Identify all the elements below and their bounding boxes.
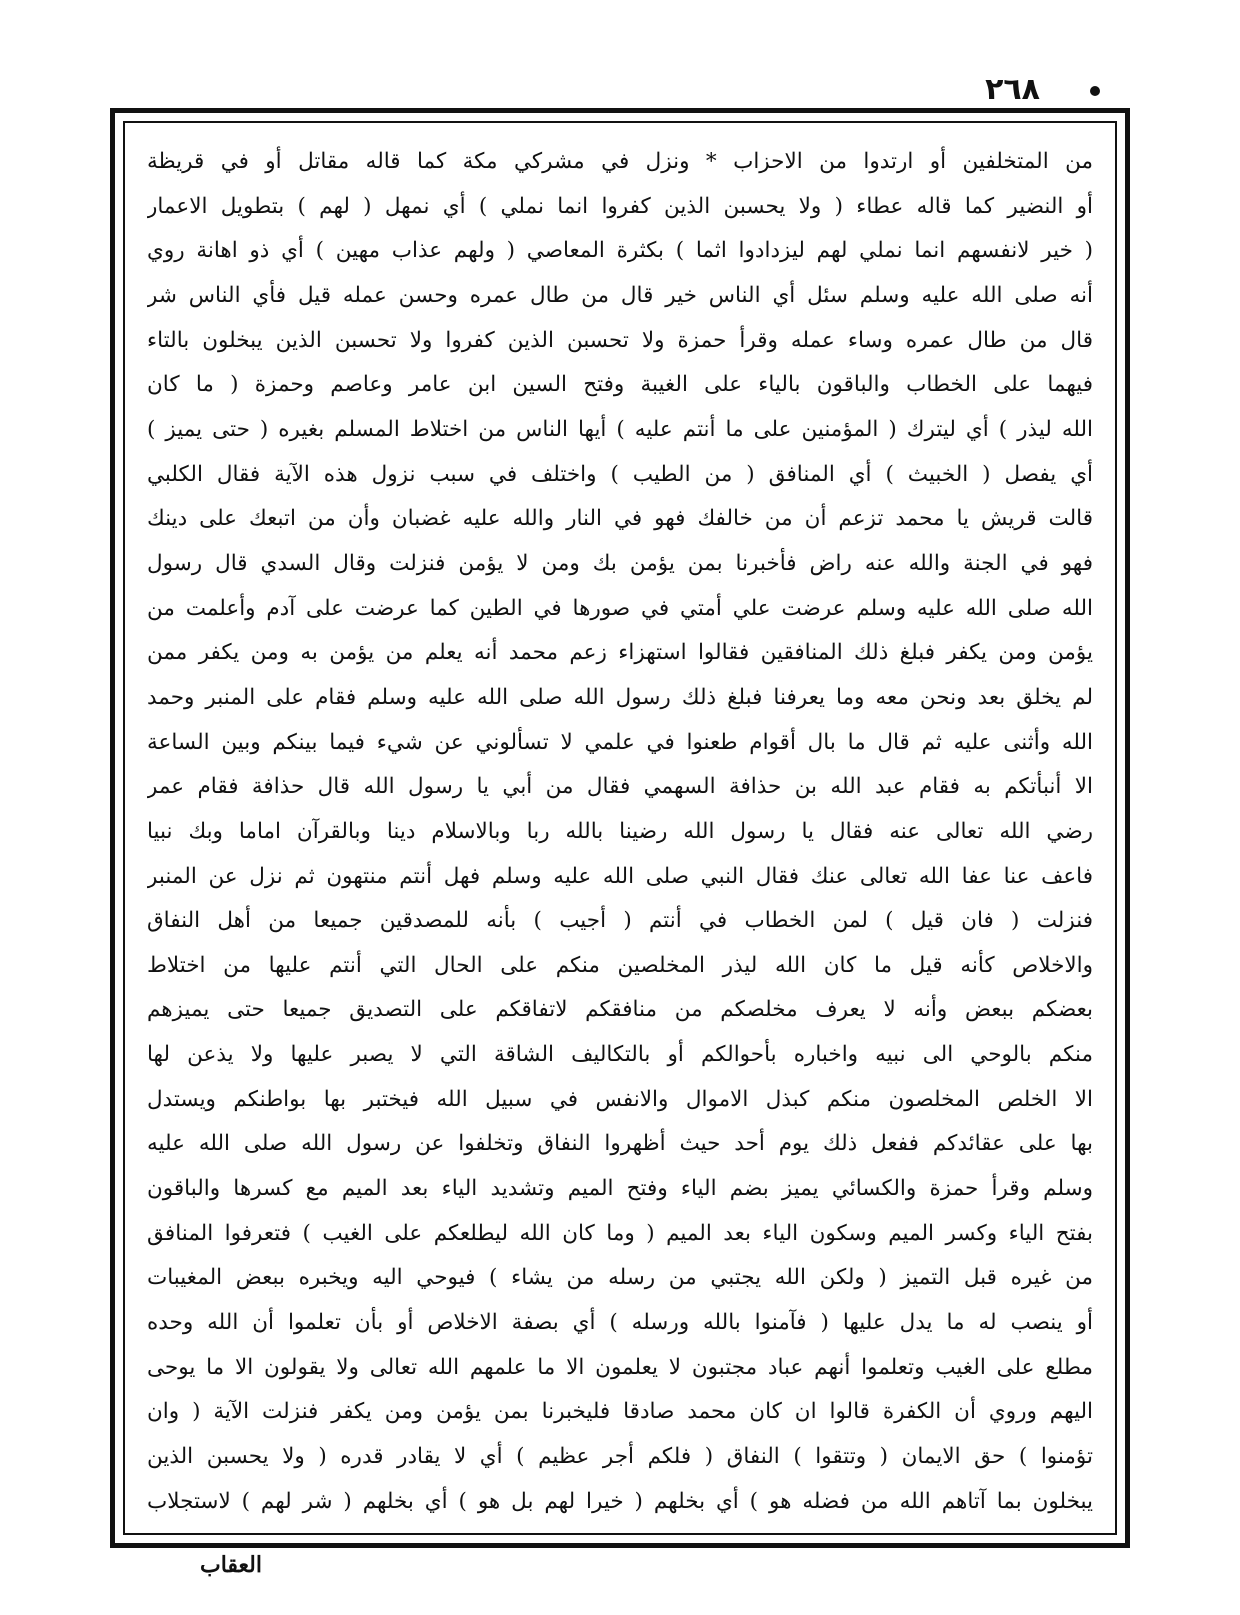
text-block	[123, 121, 1117, 1535]
page-header	[100, 72, 1100, 112]
text-line: الله وأثنى عليه ثم قال ما بال أقوام طعنوا في علمي لا تسألوني عن شيء فيما بينكم وبين الساعة	[147, 729, 1093, 755]
page-number-dot	[1090, 86, 1100, 96]
text-line: فيهما على الخطاب والباقون بالياء على الغيبة وفتح السين ابن عامر وعاصم وحمزة ( ما كان	[147, 372, 1093, 398]
text-line: والاخلاص كأنه قيل ما كان الله ليذر المخلصين منكم على الحال التي أنتم عليها من اختلاط	[147, 952, 1093, 978]
page-number: ٢٦٨	[985, 72, 1040, 107]
text-line: مطلع على الغيب وتعلموا أنهم عباد مجتبون لا يعلمون الا ما علمهم الله تعالى ولا يقولون الا ما يوحى	[147, 1354, 1093, 1380]
text-line: أي يفصل ( الخبيث ) أي المنافق ( من الطيب ) واختلف في سبب نزول هذه الآية فقال الكلبي	[147, 461, 1093, 487]
text-line: الا أنبأتكم به فقام عبد الله بن حذافة السهمي فقال من أبي يا رسول الله قال حذافة فقام عمر	[147, 774, 1093, 800]
text-line: الله صلى الله عليه وسلم عرضت علي أمتي في صورها في الطين كما عرضت على آدم وأعلمت من	[147, 595, 1093, 621]
text-line: تؤمنوا ) حق الايمان ( وتتقوا ) النفاق ( فلكم أجر عظيم ) أي لا يقادر قدره ( ولا يحسبن الذين	[147, 1444, 1093, 1470]
text-line: من المتخلفين أو ارتدوا من الاحزاب * ونزل في مشركي مكة كما قاله مقاتل أو في قريظة	[147, 149, 1093, 174]
text-line: قال من طال عمره وساء عمله وقرأ حمزة ولا تحسبن الذين كفروا ولا تحسبن الذين يبخلون بالتاء	[147, 327, 1093, 353]
text-line: يبخلون بما آتاهم الله من فضله هو ) أي بخلهم ( خيرا لهم بل هو ) أي بخلهم ( شر لهم ) لاستجلاب	[147, 1488, 1093, 1514]
text-line: فهو في الجنة والله عنه راض فأخبرنا بمن يؤمن بك ومن لا يؤمن فنزلت وقال السدي قال رسول	[147, 550, 1093, 576]
text-line: الله ليذر ) أي ليترك ( المؤمنين على ما أنتم عليه ) أيها الناس من اختلاط المسلم بغيره ( حتى يميز )	[147, 416, 1093, 442]
text-line: من غيره قبل التميز ( ولكن الله يجتبي من رسله من يشاء ) فيوحي اليه ويخبره ببعض المغيبات	[147, 1265, 1093, 1291]
text-line: ( خير لانفسهم انما نملي لهم ليزدادوا اثما ) بكثرة المعاصي ( ولهم عذاب مهين ) أي ذو اهانة روي	[147, 238, 1093, 264]
text-line: وسلم وقرأ حمزة والكسائي يميز بضم الياء وفتح الميم وتشديد الياء بعد الميم مع كسرها والباقون	[147, 1176, 1093, 1202]
text-line: اليهم وروي أن الكفرة قالوا ان كان محمد صادقا فليخبرنا بمن يؤمن ومن يكفر فنزلت الآية ( وان	[147, 1399, 1093, 1425]
text-line: لم يخلق بعد ونحن معه وما يعرفنا فبلغ ذلك رسول الله صلى الله عليه وسلم فقام على المنبر وحمد	[147, 684, 1093, 710]
text-line: أو النضير كما قاله عطاء ( ولا يحسبن الذين كفروا انما نملي ) أي نمهل ( لهم ) بتطويل الاعمار	[147, 193, 1093, 219]
text-line: يؤمن ومن يكفر فبلغ ذلك المنافقين فقالوا استهزاء زعم محمد أنه يعلم من يؤمن به ومن يكفر ممن	[147, 640, 1093, 666]
text-line: رضي الله تعالى عنه فقال يا رسول الله رضينا بالله ربا وبالاسلام دينا وبالقرآن اماما وبك نبيا	[147, 818, 1093, 844]
catchword: العقاب	[200, 1552, 262, 1578]
text-line: فاعف عنا عفا الله تعالى عنك فقال النبي صلى الله عليه وسلم فهل أنتم منتهون ثم نزل عن المنبر	[147, 863, 1093, 889]
text-line: أنه صلى الله عليه وسلم سئل أي الناس خير قال من طال عمره وحسن عمله قيل فأي الناس شر	[147, 282, 1093, 308]
text-line: أو ينصب له ما يدل عليها ( فآمنوا بالله ورسله ) أي بصفة الاخلاص أو بأن تعلموا أن الله وحده	[147, 1310, 1093, 1336]
text-line: بها على عقائدكم ففعل ذلك يوم أحد حيث أظهروا النفاق وتخلفوا عن رسول الله صلى الله عليه	[147, 1131, 1093, 1157]
text-line: قالت قريش يا محمد تزعم أن من خالفك فهو في النار والله عليه غضبان وأن من اتبعك على دينك	[147, 506, 1093, 532]
text-line: فنزلت ( فان قيل ) لمن الخطاب في أنتم ( أجيب ) بأنه للمصدقين جميعا من أهل النفاق	[147, 908, 1093, 934]
page-frame	[110, 108, 1130, 1548]
text-line: بعضكم ببعض وأنه لا يعرف مخلصكم من منافقكم لاتفاقكم على التصديق جميعا حتى يميزهم	[147, 997, 1093, 1023]
text-line: بفتح الياء وكسر الميم وسكون الياء بعد الميم ( وما كان الله ليطلعكم على الغيب ) فتعرفوا المنافق	[147, 1220, 1093, 1246]
text-line: منكم بالوحي الى نبيه واخباره بأحوالكم أو بالتكاليف الشاقة التي لا يصبر عليها ولا يذعن لها	[147, 1042, 1093, 1068]
text-line: الا الخلص المخلصون منكم كبذل الاموال والانفس في سبيل الله فيختبر بها بواطنكم ويستدل	[147, 1086, 1093, 1112]
